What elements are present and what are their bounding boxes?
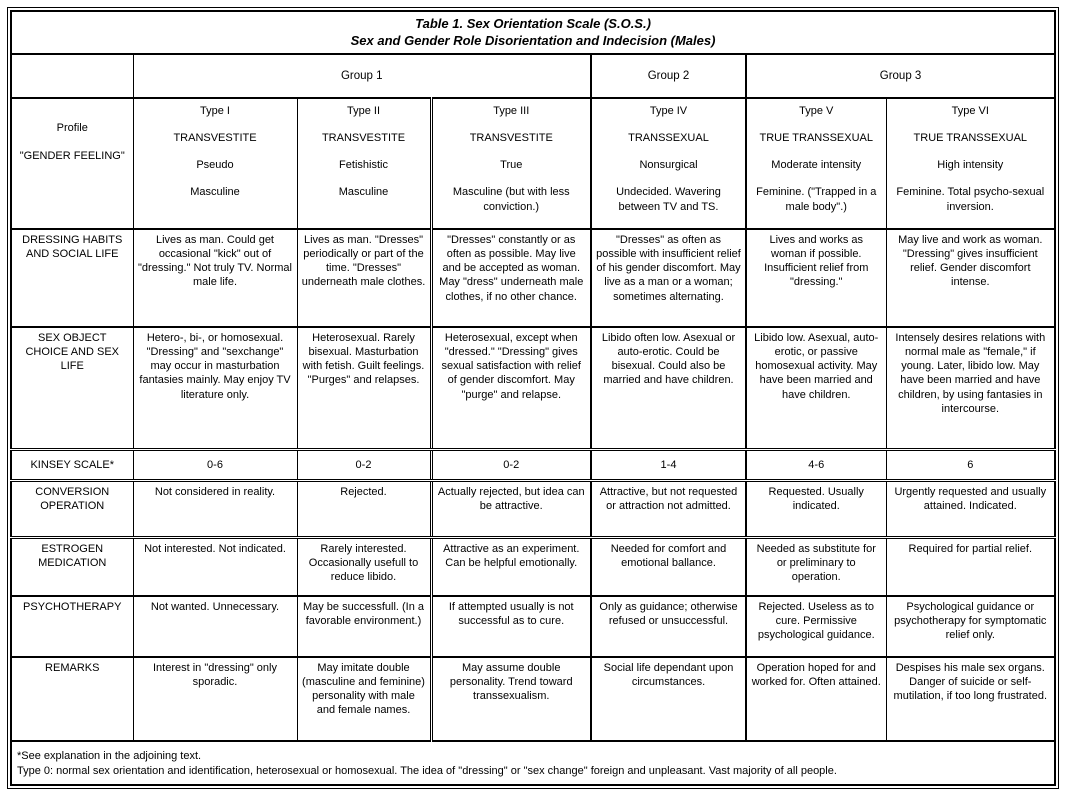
type-subtype: Nonsurgical bbox=[639, 159, 698, 172]
cell-remarks-type4: Social life dependant upon circumstances. bbox=[591, 657, 746, 741]
type-name: TRANSVESTITE bbox=[321, 132, 406, 145]
footnote-line1: *See explanation in the adjoining text. bbox=[17, 749, 202, 762]
row-label-sex-object-choice: SEX OBJECT CHOICE AND SEX LIFE bbox=[11, 327, 133, 450]
type-number: Type I bbox=[200, 105, 230, 118]
type-name: TRANSVESTITE bbox=[469, 132, 553, 145]
type-name: TRANSSEXUAL bbox=[628, 132, 709, 145]
cell-kinsey-type1: 0-6 bbox=[133, 450, 297, 481]
cell-dressing-type5: Lives and works as woman if possible. Insufficient relief from "dressing." bbox=[746, 229, 886, 327]
cell-conversion-type5: Requested. Usually indicated. bbox=[746, 481, 886, 538]
table-title-line1: Table 1. Sex Orientation Scale (S.O.S.) bbox=[415, 16, 651, 31]
cell-psycho-type1: Not wanted. Unnecessary. bbox=[133, 596, 297, 657]
row-label-psychotherapy: PSYCHOTHERAPY bbox=[11, 596, 133, 657]
cell-kinsey-type2: 0-2 bbox=[297, 450, 431, 481]
type-header-5 bbox=[746, 98, 886, 229]
footnotes bbox=[11, 741, 1055, 785]
type-subtype: Fetishistic bbox=[339, 159, 388, 172]
type-subtype: Moderate intensity bbox=[771, 159, 862, 172]
cell-kinsey-type5: 4-6 bbox=[746, 450, 886, 481]
type-header-6 bbox=[886, 98, 1055, 229]
type-name: TRANSVESTITE bbox=[173, 132, 257, 145]
title-row bbox=[11, 11, 1055, 54]
type-feeling: Masculine bbox=[190, 186, 240, 199]
type-name: TRUE TRANSSEXUAL bbox=[913, 132, 1028, 145]
type-header-3 bbox=[431, 98, 591, 229]
cell-sexobj-type4: Libido often low. Asexual or auto-erotic. Could be bisexual. Could also be married and have children. bbox=[591, 327, 746, 450]
sex-orientation-scale-table bbox=[10, 10, 1056, 786]
cell-dressing-type6: May live and work as woman. "Dressing" gives insufficient relief. Gender discomfort intense. bbox=[886, 229, 1055, 327]
cell-kinsey-type6: 6 bbox=[886, 450, 1055, 481]
cell-remarks-type2: May imitate double (masculine and feminine) personality with male and female names. bbox=[297, 657, 431, 741]
cell-psycho-type2: May be successfull. (In a favorable environment.) bbox=[297, 596, 431, 657]
cell-remarks-type3: May assume double personality. Trend toward transsexualism. bbox=[431, 657, 591, 741]
type-header-1 bbox=[133, 98, 297, 229]
cell-conversion-type2: Rejected. bbox=[297, 481, 431, 538]
profile-label-line2: "GENDER FEELING" bbox=[19, 150, 125, 163]
cell-estrogen-type5: Needed as substitute for or preliminary to operation. bbox=[746, 538, 886, 597]
cell-estrogen-type3: Attractive as an experiment. Can be helpful emotionally. bbox=[431, 538, 591, 597]
type-feeling: Feminine. ("Trapped in a male body".) bbox=[756, 186, 877, 213]
cell-psycho-type6: Psychological guidance or psychotherapy for symptomatic relief only. bbox=[886, 596, 1055, 657]
type-header-4 bbox=[591, 98, 746, 229]
table-title bbox=[11, 11, 1055, 54]
cell-conversion-type4: Attractive, but not requested or attraction not admitted. bbox=[591, 481, 746, 538]
group-2-header: Group 2 bbox=[591, 54, 746, 98]
cell-remarks-type6: Despises his male sex organs. Danger of suicide or self-mutilation, if too long frustrated. bbox=[886, 657, 1055, 741]
cell-remarks-type1: Interest in "dressing" only sporadic. bbox=[133, 657, 297, 741]
type-subtype: Pseudo bbox=[196, 159, 234, 172]
type-name: TRUE TRANSSEXUAL bbox=[759, 132, 873, 145]
cell-dressing-type1: Lives as man. Could get occasional "kick" out of "dressing." Not truly TV. Normal male life. bbox=[133, 229, 297, 327]
group-header-row bbox=[11, 54, 1055, 98]
group-1-header: Group 1 bbox=[133, 54, 591, 98]
cell-conversion-type3: Actually rejected, but idea can be attractive. bbox=[431, 481, 591, 538]
type-number: Type V bbox=[799, 105, 834, 118]
cell-kinsey-type3: 0-2 bbox=[431, 450, 591, 481]
group-header-empty-cell bbox=[11, 54, 133, 98]
group-3-header: Group 3 bbox=[746, 54, 1055, 98]
row-label-remarks: REMARKS bbox=[11, 657, 133, 741]
type-feeling: Undecided. Wavering between TV and TS. bbox=[616, 186, 721, 213]
type-feeling: Masculine (but with less conviction.) bbox=[452, 186, 570, 213]
cell-sexobj-type6: Intensely desires relations with normal male as "female," if young. Later, libido low. May have been married and have children, by using fantasies in intercourse. bbox=[886, 327, 1055, 450]
type-number: Type VI bbox=[951, 105, 989, 118]
cell-psycho-type3: If attempted usually is not successful as to cure. bbox=[431, 596, 591, 657]
type-feeling: Masculine bbox=[338, 186, 389, 199]
type-number: Type III bbox=[493, 105, 530, 118]
footnote-row bbox=[11, 741, 1055, 785]
type-subtype: True bbox=[500, 159, 523, 172]
row-label-estrogen-medication: ESTROGEN MEDICATION bbox=[11, 538, 133, 597]
table-title-line2: Sex and Gender Role Disorientation and Indecision (Males) bbox=[350, 32, 716, 48]
type-number: Type II bbox=[346, 105, 381, 118]
cell-dressing-type2: Lives as man. "Dresses" periodically or part of the time. "Dresses" underneath male clothes. bbox=[297, 229, 431, 327]
row-label-conversion-operation: CONVERSION OPERATION bbox=[11, 481, 133, 538]
row-label-profile bbox=[11, 98, 133, 229]
profile-row bbox=[11, 98, 1055, 229]
row-conversion-operation bbox=[11, 481, 1055, 538]
row-kinsey-scale bbox=[11, 450, 1055, 481]
type-header-2 bbox=[297, 98, 431, 229]
cell-psycho-type4: Only as guidance; otherwise refused or unsuccessful. bbox=[591, 596, 746, 657]
cell-estrogen-type1: Not interested. Not indicated. bbox=[133, 538, 297, 597]
cell-sexobj-type5: Libido low. Asexual, auto-erotic, or passive homosexual activity. May have been married and have children. bbox=[746, 327, 886, 450]
type-subtype: High intensity bbox=[937, 159, 1004, 172]
row-estrogen-medication bbox=[11, 538, 1055, 597]
cell-remarks-type5: Operation hoped for and worked for. Often attained. bbox=[746, 657, 886, 741]
row-sex-object-choice bbox=[11, 327, 1055, 450]
type-number: Type IV bbox=[649, 105, 688, 118]
cell-dressing-type3: "Dresses" constantly or as often as possible. May live and be accepted as woman. May "dress" underneath male clothes, if no other chance. bbox=[431, 229, 591, 327]
cell-sexobj-type1: Hetero-, bi-, or homosexual. "Dressing" and "sexchange" may occur in masturbation fantasies mainly. May enjoy TV literature only. bbox=[133, 327, 297, 450]
footnote-line2: Type 0: normal sex orientation and identification, heterosexual or homosexual. The idea of "dressing" or "sex change" foreign and unpleasant. Vast majority of all people. bbox=[17, 764, 837, 777]
cell-sexobj-type3: Heterosexual, except when "dressed." "Dressing" gives sexual satisfaction with relief of gender discomfort. May "purge" and relapse. bbox=[431, 327, 591, 450]
cell-estrogen-type6: Required for partial relief. bbox=[886, 538, 1055, 597]
cell-kinsey-type4: 1-4 bbox=[591, 450, 746, 481]
row-remarks bbox=[11, 657, 1055, 741]
cell-estrogen-type4: Needed for comfort and emotional ballance. bbox=[591, 538, 746, 597]
row-dressing-habits bbox=[11, 229, 1055, 327]
type-feeling: Feminine. Total psycho-sexual inversion. bbox=[896, 186, 1045, 213]
cell-psycho-type5: Rejected. Useless as to cure. Permissive psychological guidance. bbox=[746, 596, 886, 657]
profile-label-line1: Profile bbox=[56, 122, 88, 135]
cell-conversion-type6: Urgently requested and usually attained. Indicated. bbox=[886, 481, 1055, 538]
table-outer-frame bbox=[7, 7, 1059, 789]
cell-estrogen-type2: Rarely interested. Occasionally usefull to reduce libido. bbox=[297, 538, 431, 597]
row-label-kinsey-scale: KINSEY SCALE* bbox=[11, 450, 133, 481]
cell-conversion-type1: Not considered in reality. bbox=[133, 481, 297, 538]
row-label-dressing-habits: DRESSING HABITS AND SOCIAL LIFE bbox=[11, 229, 133, 327]
cell-dressing-type4: "Dresses" as often as possible with insufficient relief of his gender discomfort. May live as a man or a woman; sometimes alternating. bbox=[591, 229, 746, 327]
row-psychotherapy bbox=[11, 596, 1055, 657]
cell-sexobj-type2: Heterosexual. Rarely bisexual. Masturbation with fetish. Guilt feelings. "Purges" and relapses. bbox=[297, 327, 431, 450]
